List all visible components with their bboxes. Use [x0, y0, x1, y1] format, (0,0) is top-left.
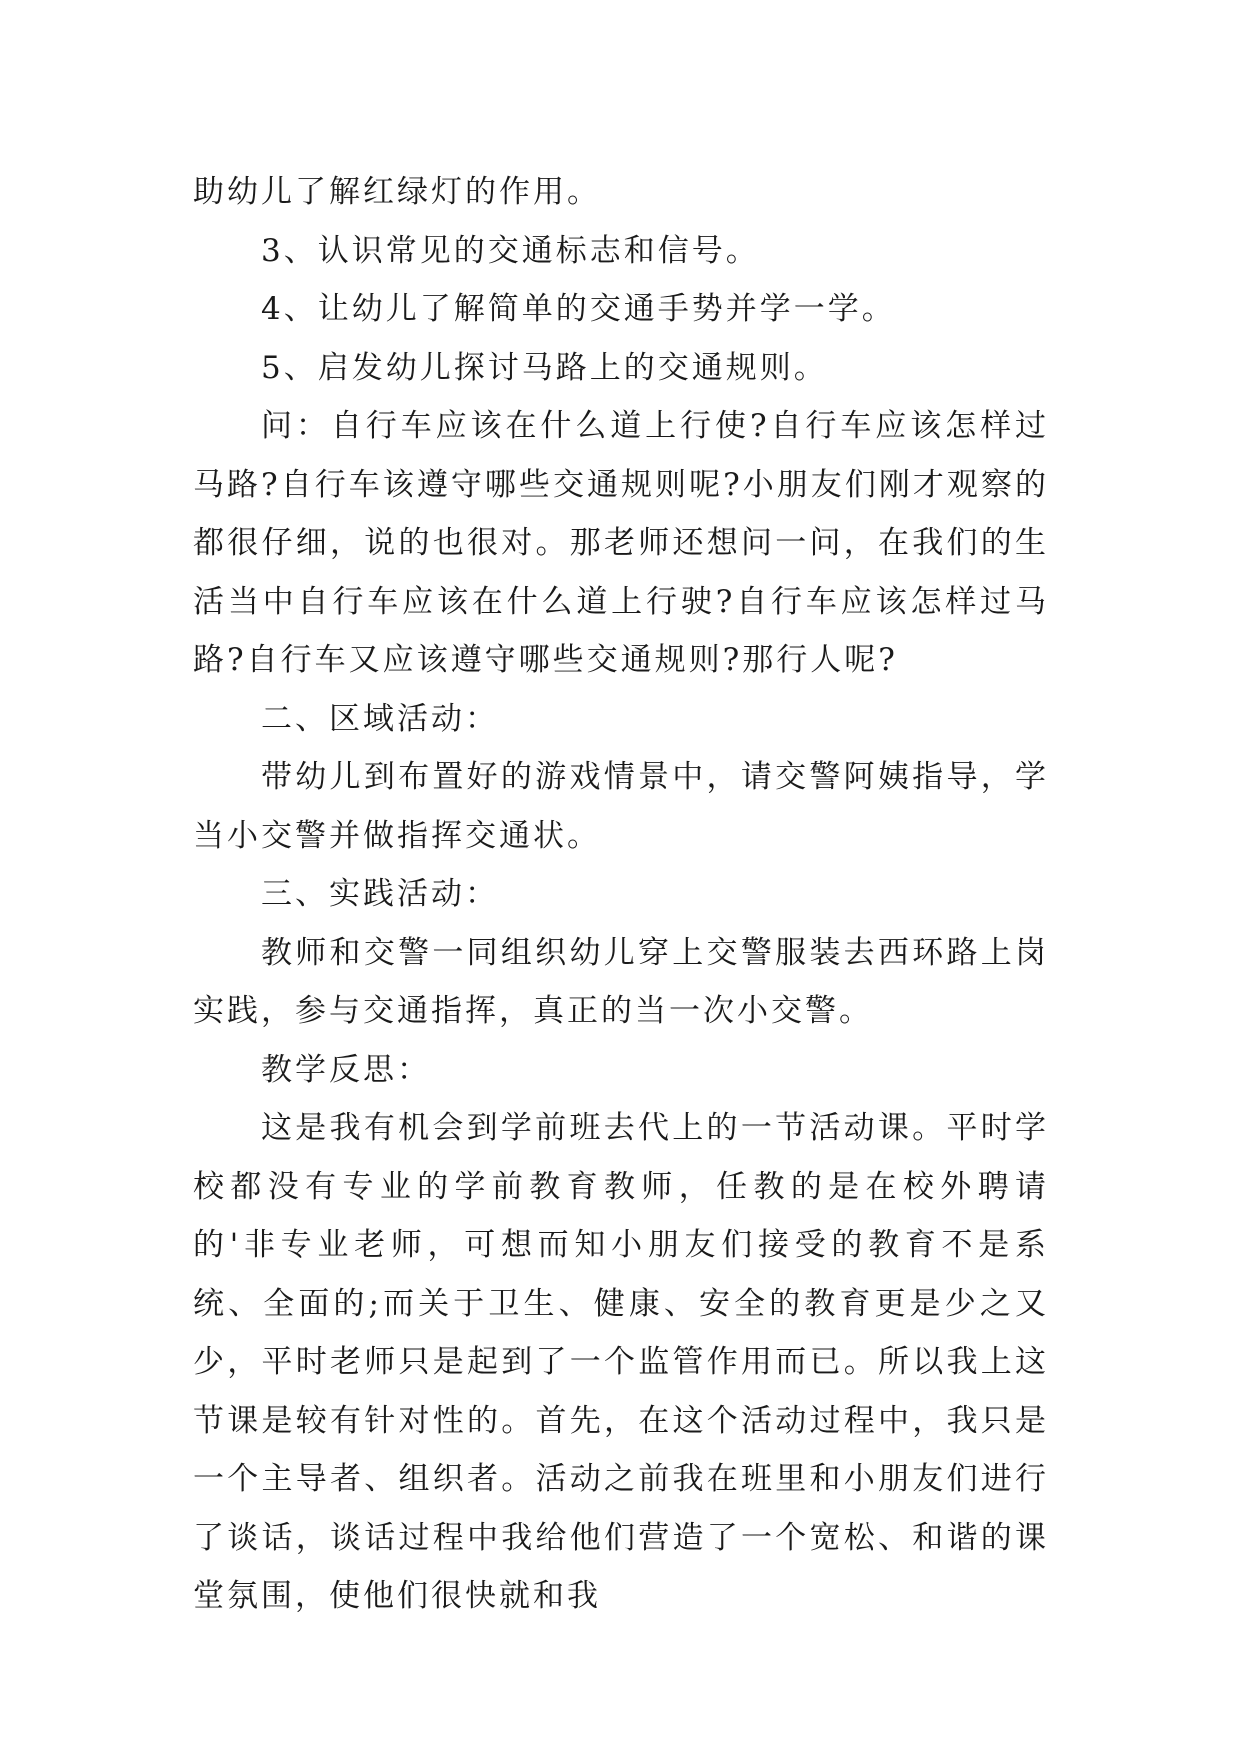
paragraph-practice-activity: 教师和交警一同组织幼儿穿上交警服装去西环路上岗实践，参与交通指挥，真正的当一次小交警。 — [193, 934, 1049, 1029]
section-heading-area-activity: 二、区域活动： — [261, 700, 499, 737]
paragraph-reflection: 这是我有机会到学前班去代上的一节活动课。平时学校都没有专业的学前教育教师，任教的是在校外聘请的'非专业老师，可想而知小朋友们接受的教育不是系统、全面的;而关于卫生、健康、安全的教育更是少之又少，平时老师只是起到了一个监管作用而已。所以我上这节课是较有针对性的。首先，在这个活动过程中，我只是一个主导者、组织者。活动之前我在班里和小朋友们进行了谈话，谈话过程中我给他们营造了一个宽松、和谐的课堂氛围，使他们很快就和我 — [193, 1110, 1049, 1614]
document-body — [193, 163, 1049, 1626]
paragraph-objective-4: 4、让幼儿了解简单的交通手势并学一学。 — [261, 291, 896, 327]
paragraph-question: 问：自行车应该在什么道上行使?自行车应该怎样过马路?自行车该遵守哪些交通规则呢?小朋友们刚才观察的都很仔细，说的也很对。那老师还想问一问，在我们的生活当中自行车应该在什么道上行驶?自行车应该怎样过马路?自行车又应该遵守哪些交通规则?那行人呢? — [193, 408, 1049, 678]
paragraph-objective-3: 3、认识常见的交通标志和信号。 — [261, 232, 760, 269]
paragraph-continuation: 助幼儿了解红绿灯的作用。 — [193, 174, 601, 210]
paragraph-area-activity: 带幼儿到布置好的游戏情景中，请交警阿姨指导，学当小交警并做指挥交通状。 — [193, 759, 1049, 854]
paragraph-objective-5: 5、启发幼儿探讨马路上的交通规则。 — [261, 349, 828, 386]
section-heading-reflection: 教学反思： — [261, 1051, 431, 1088]
section-heading-practice-activity: 三、实践活动： — [261, 876, 499, 912]
